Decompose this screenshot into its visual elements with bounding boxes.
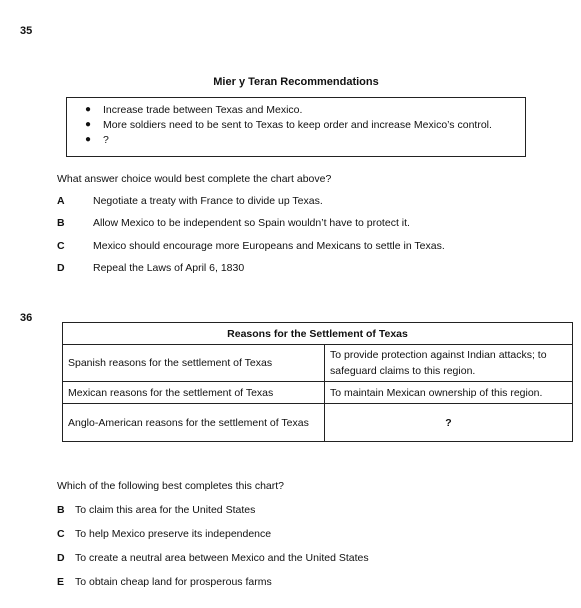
choice-letter: A	[57, 195, 65, 207]
bullet-icon: ●	[85, 134, 92, 145]
table-title: Reasons for the Settlement of Texas	[63, 323, 573, 345]
settlement-table	[62, 322, 573, 442]
table-row	[63, 345, 573, 382]
question-number-35: 35	[20, 25, 33, 37]
choice-letter: B	[57, 217, 65, 229]
choice-text: Allow Mexico to be independent so Spain wouldn’t have to protect it.	[93, 217, 410, 229]
choice-letter: D	[57, 262, 65, 274]
q35-bullet-2-text: More soldiers need to be sent to Texas to keep order and increase Mexico’s control.	[103, 119, 492, 131]
missing-value-marker: ?	[325, 404, 573, 442]
choice-text: Repeal the Laws of April 6, 1830	[93, 262, 245, 274]
choice-text: To create a neutral area between Mexico and the United States	[75, 552, 369, 564]
q35-bullet-1-text: Increase trade between Texas and Mexico.	[103, 104, 303, 116]
row-label: Spanish reasons for the settlement of Texas	[63, 345, 325, 382]
row-value-line: safeguard claims to this region.	[330, 365, 476, 377]
choice-text: Negotiate a treaty with France to divide up Texas.	[93, 195, 323, 207]
choice-text: Mexico should encourage more Europeans and Mexicans to settle in Texas.	[93, 240, 445, 252]
table-row	[63, 404, 573, 442]
bullet-icon: ●	[85, 119, 92, 130]
q35-bullet-box	[66, 97, 526, 157]
choice-letter: E	[57, 576, 65, 588]
choice-letter: D	[57, 552, 65, 564]
q35-bullet-3-text: ?	[103, 134, 109, 146]
row-value-line: To provide protection against Indian attacks; to	[330, 349, 547, 361]
choice-text: To claim this area for the United States	[75, 504, 256, 516]
row-value	[325, 345, 573, 382]
table-row	[63, 382, 573, 404]
q35-question: What answer choice would best complete the chart above?	[57, 173, 332, 185]
row-label: Anglo-American reasons for the settlement of Texas	[63, 404, 325, 442]
choice-text: To help Mexico preserve its independence	[75, 528, 272, 540]
question-number-36: 36	[20, 312, 33, 324]
row-value: To maintain Mexican ownership of this region.	[325, 382, 573, 404]
bullet-icon: ●	[85, 104, 92, 115]
q35-chart-title: Mier y Teran Recommendations	[213, 76, 379, 88]
choice-letter: B	[57, 504, 65, 516]
choice-letter: C	[57, 240, 65, 252]
row-label: Mexican reasons for the settlement of Texas	[63, 382, 325, 404]
choice-letter: C	[57, 528, 65, 540]
choice-text: To obtain cheap land for prosperous farms	[75, 576, 272, 588]
q36-question: Which of the following best completes this chart?	[57, 480, 285, 492]
table-header-row	[63, 323, 573, 345]
